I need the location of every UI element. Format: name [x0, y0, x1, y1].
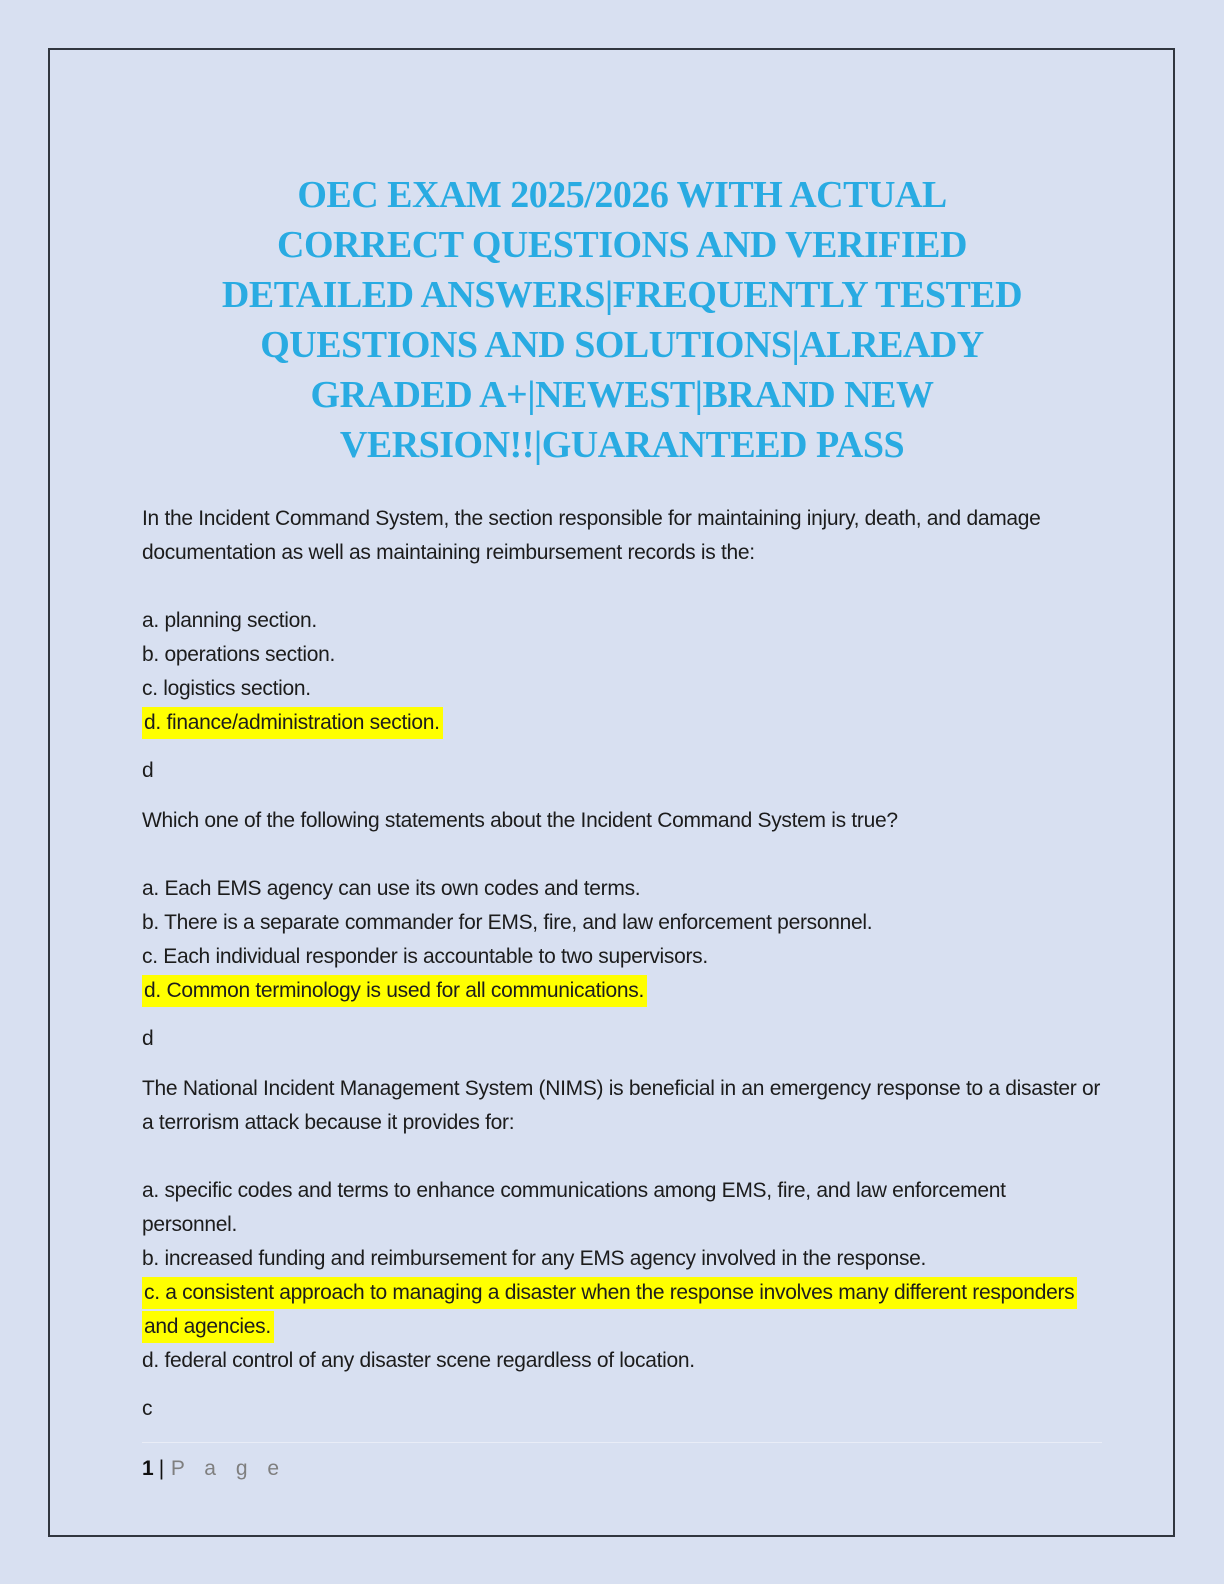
options-list [142, 604, 1102, 740]
option-text: a. specific codes and terms to enhance communications among EMS, fire, and law enforcement personnel. [142, 1179, 1006, 1236]
footer-page-label: P a g e [170, 1457, 287, 1480]
answer-key: d [142, 759, 154, 782]
page-content [142, 0, 1102, 1482]
answer-key: d [142, 1027, 154, 1050]
answer-option [142, 1344, 1102, 1378]
page-footer [142, 1442, 1102, 1482]
question-text: In the Incident Command System, the section responsible for maintaining injury, death, and damage documentation as well as maintaining reimbursement records is the: [142, 507, 1041, 564]
footer-separator: | [158, 1457, 164, 1480]
answer-option [142, 974, 1102, 1008]
title-line: CORRECT QUESTIONS AND VERIFIED [277, 224, 967, 266]
answer-option [142, 604, 1102, 638]
option-text: a. Each EMS agency can use its own codes and terms. [142, 877, 641, 900]
title-line: OEC EXAM 2025/2026 WITH ACTUAL [297, 174, 947, 216]
option-text: b. There is a separate commander for EMS, fire, and law enforcement personnel. [142, 911, 873, 934]
option-text: b. operations section. [142, 643, 336, 666]
answer-option [142, 706, 1102, 740]
answer-option [142, 1242, 1102, 1276]
highlighted-option-text: d. finance/administration section. [142, 707, 443, 739]
question-text: Which one of the following statements about the Incident Command System is true? [142, 809, 898, 832]
answer-option [142, 1174, 1102, 1242]
answer-option [142, 672, 1102, 706]
answer-key: c [142, 1397, 153, 1420]
title-line: QUESTIONS AND SOLUTIONS|ALREADY [260, 324, 984, 366]
question-text: The National Incident Management System (NIMS) is beneficial in an emergency response to a disaster or a terrorism attack because it provides for: [142, 1077, 1101, 1134]
highlighted-option-text: c. a consistent approach to managing a disaster when the response involves many different responders and agencies. [142, 1277, 1077, 1343]
option-text: a. planning section. [142, 609, 317, 632]
document-title [142, 170, 1102, 470]
document-body [142, 502, 1102, 1482]
option-text: c. logistics section. [142, 677, 311, 700]
option-text: d. federal control of any disaster scene regardless of location. [142, 1349, 695, 1372]
title-line: VERSION!!|GUARANTEED PASS [339, 424, 905, 466]
option-text: c. Each individual responder is accountable to two supervisors. [142, 945, 708, 968]
answer-option [142, 1276, 1102, 1344]
answer-option [142, 940, 1102, 974]
page-number: 1 [142, 1457, 154, 1480]
title-line: GRADED A+|NEWEST|BRAND NEW [310, 374, 934, 416]
options-list [142, 1174, 1102, 1378]
answer-option [142, 872, 1102, 906]
answer-option [142, 638, 1102, 672]
answer-option [142, 906, 1102, 940]
options-list [142, 872, 1102, 1008]
title-line: DETAILED ANSWERS|FREQUENTLY TESTED [221, 274, 1023, 316]
highlighted-option-text: d. Common terminology is used for all communications. [142, 975, 647, 1007]
option-text: b. increased funding and reimbursement for any EMS agency involved in the response. [142, 1247, 927, 1270]
